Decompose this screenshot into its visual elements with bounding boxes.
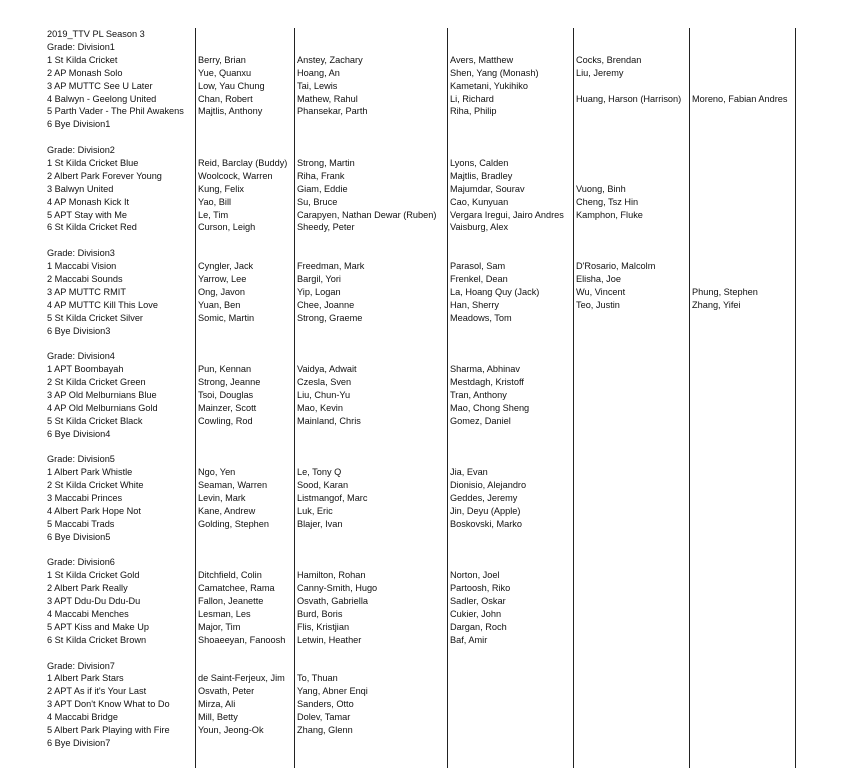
team-name: 2 APT As if it's Your Last <box>47 686 147 697</box>
team-name: 5 Parth Vader - The Phil Awakens <box>47 106 184 117</box>
player-name: Blajer, Ivan <box>297 518 343 529</box>
player-name: Zhang, Yifei <box>692 299 741 310</box>
player-name: Riha, Philip <box>450 106 497 117</box>
division-heading: Grade: Division7 <box>47 660 115 671</box>
player-name: Levin, Mark <box>198 493 246 503</box>
player-name: Majtlis, Bradley <box>450 170 513 181</box>
player-name: Luk, Eric <box>297 505 333 516</box>
player-name: Han, Sherry <box>450 299 500 310</box>
player-name: Meadows, Tom <box>450 312 512 323</box>
player-name: Seaman, Warren <box>198 480 268 491</box>
player-name: Strong, Graeme <box>297 312 363 323</box>
player-name: Camatchee, Rama <box>198 583 275 594</box>
player-name: Mill, Betty <box>198 712 238 723</box>
player-name: Berry, Brian <box>198 54 246 65</box>
player-name: Liu, Jeremy <box>576 67 624 78</box>
team-name: 6 Bye Division3 <box>47 325 111 336</box>
player-name: Zhang, Glenn <box>297 725 353 735</box>
player-name: Somic, Martin <box>198 312 255 323</box>
team-name: 2 St Kilda Cricket White <box>47 480 144 491</box>
team-name: 2 AP Monash Solo <box>47 67 123 78</box>
player-name: Tai, Lewis <box>297 80 338 91</box>
team-name: 4 AP Monash Kick It <box>47 196 130 207</box>
player-name: Sheedy, Peter <box>297 222 355 233</box>
player-name: Yao, Bill <box>198 196 232 207</box>
player-name: Yuan, Ben <box>198 299 241 310</box>
team-name: 6 St Kilda Cricket Brown <box>47 634 147 645</box>
player-name: Lyons, Calden <box>450 157 509 168</box>
team-name: 3 Balwyn United <box>47 183 114 194</box>
team-name: 5 Maccabi Trads <box>47 518 115 529</box>
player-name: Strong, Martin <box>297 157 355 168</box>
player-name: Huang, Harson (Harrison) <box>576 93 682 104</box>
team-name: 3 Maccabi Princes <box>47 493 123 503</box>
player-name: Sanders, Otto <box>297 699 354 710</box>
player-name: Sharma, Abhinav <box>450 364 520 375</box>
team-name: 6 Bye Division5 <box>47 531 111 542</box>
team-name: 1 APT Boombayah <box>47 364 124 375</box>
division-heading: Grade: Division1 <box>47 41 115 52</box>
player-name: Giam, Eddie <box>297 183 348 194</box>
player-name: Liu, Chun-Yu <box>297 389 351 400</box>
team-name: 6 Bye Division7 <box>47 737 111 748</box>
player-name: Pun, Kennan <box>198 364 252 375</box>
player-name: Czesla, Sven <box>297 377 352 387</box>
player-name: Yang, Abner Enqi <box>297 686 368 697</box>
player-name: Hamilton, Rohan <box>297 570 366 581</box>
player-name: La, Hoang Quy (Jack) <box>450 286 540 297</box>
team-name: 3 APT Don't Know What to Do <box>47 699 170 710</box>
player-name: Kamphon, Fluke <box>576 209 643 220</box>
division-heading: Grade: Division5 <box>47 454 115 465</box>
team-name: 6 Bye Division1 <box>47 119 111 130</box>
column-divider <box>447 28 448 768</box>
player-name: Mestdagh, Kristoff <box>450 377 524 387</box>
team-name: 4 Albert Park Hope Not <box>47 505 141 516</box>
player-name: Kung, Felix <box>198 183 244 194</box>
player-name: Riha, Frank <box>297 170 345 181</box>
player-name: Ong, Javon <box>198 286 245 297</box>
column-divider <box>294 28 295 768</box>
player-name: Mao, Chong Sheng <box>450 402 530 413</box>
player-name: Golding, Stephen <box>198 518 270 529</box>
player-name: Lesman, Les <box>198 609 251 619</box>
player-name: Sadler, Oskar <box>450 596 506 607</box>
player-name: Low, Yau Chung <box>198 80 265 91</box>
player-name: Burd, Boris <box>297 609 343 619</box>
player-name: Canny-Smith, Hugo <box>297 583 378 594</box>
team-name: 3 APT Ddu-Du Ddu-Du <box>47 596 141 607</box>
player-name: Gomez, Daniel <box>450 415 511 426</box>
team-name: 5 APT Kiss and Make Up <box>47 621 149 632</box>
player-name: Yarrow, Lee <box>198 273 247 284</box>
player-name: Geddes, Jeremy <box>450 493 518 503</box>
player-name: Majumdar, Sourav <box>450 183 525 194</box>
player-name: Le, Tim <box>198 209 229 220</box>
team-name: 3 AP Old Melburnians Blue <box>47 389 157 400</box>
division-heading: Grade: Division3 <box>47 248 115 259</box>
player-name: Carapyen, Nathan Dewar (Ruben) <box>297 209 437 220</box>
team-name: 2 St Kilda Cricket Green <box>47 377 146 387</box>
team-name: 4 AP MUTTC Kill This Love <box>47 299 158 310</box>
player-name: Yue, Quanxu <box>198 67 252 78</box>
player-name: Cocks, Brendan <box>576 54 642 65</box>
team-name: 5 St Kilda Cricket Black <box>47 415 143 426</box>
player-name: Boskovski, Marko <box>450 518 522 529</box>
team-name: 1 St Kilda Cricket Gold <box>47 570 140 581</box>
player-name: Phung, Stephen <box>692 286 758 297</box>
team-name: 5 APT Stay with Me <box>47 209 127 220</box>
team-name: 5 St Kilda Cricket Silver <box>47 312 143 323</box>
player-name: Vaidya, Adwait <box>297 364 357 375</box>
player-name: Flis, Kristjian <box>297 621 350 632</box>
player-name: To, Thuan <box>297 673 338 684</box>
player-name: Kametani, Yukihiko <box>450 80 528 91</box>
player-name: Yip, Logan <box>297 286 341 297</box>
player-name: Jia, Evan <box>450 467 488 478</box>
player-name: Frenkel, Dean <box>450 273 508 284</box>
player-name: Sood, Karan <box>297 480 349 491</box>
player-name: Kane, Andrew <box>198 505 256 516</box>
player-name: Mao, Kevin <box>297 402 343 413</box>
column-divider <box>795 28 796 768</box>
player-name: Phansekar, Parth <box>297 106 368 117</box>
player-name: Curson, Leigh <box>198 222 256 233</box>
player-name: Ngo, Yen <box>198 467 236 478</box>
player-name: de Saint-Ferjeux, Jim <box>198 673 285 684</box>
player-name: Mirza, Ali <box>198 699 236 710</box>
player-name: Chan, Robert <box>198 93 253 104</box>
player-name: Tran, Anthony <box>450 389 507 400</box>
player-name: Osvath, Peter <box>198 686 255 697</box>
player-name: Cyngler, Jack <box>198 261 254 271</box>
player-name: Listmangof, Marc <box>297 493 368 503</box>
player-name: Bargil, Yori <box>297 273 341 284</box>
player-name: Elisha, Joe <box>576 273 621 284</box>
team-name: 1 St Kilda Cricket <box>47 54 118 65</box>
team-name: 4 Maccabi Bridge <box>47 712 118 723</box>
team-name: 2 Maccabi Sounds <box>47 273 123 284</box>
player-name: Li, Richard <box>450 93 494 104</box>
player-name: Norton, Joel <box>450 570 500 581</box>
player-name: Dionisio, Alejandro <box>450 480 527 491</box>
player-name: Cukier, John <box>450 609 502 619</box>
team-name: 4 AP Old Melburnians Gold <box>47 402 158 413</box>
player-name: Woolcock, Warren <box>198 170 273 181</box>
team-name: 6 Bye Division4 <box>47 428 111 439</box>
player-name: Cao, Kunyuan <box>450 196 509 207</box>
player-name: Jin, Deyu (Apple) <box>450 505 521 516</box>
team-name: 6 St Kilda Cricket Red <box>47 222 137 233</box>
player-name: Anstey, Zachary <box>297 54 363 65</box>
player-name: Mathew, Rahul <box>297 93 358 104</box>
player-name: Majtlis, Anthony <box>198 106 263 117</box>
player-name: Youn, Jeong-Ok <box>198 725 264 735</box>
player-name: Tsoi, Douglas <box>198 389 254 400</box>
player-name: Parasol, Sam <box>450 261 506 271</box>
player-name: Fallon, Jeanette <box>198 596 264 607</box>
team-name: 3 AP MUTTC RMIT <box>47 286 126 297</box>
player-name: Ditchfield, Colin <box>198 570 262 581</box>
team-name: 1 St Kilda Cricket Blue <box>47 157 139 168</box>
team-name: 5 Albert Park Playing with Fire <box>47 725 170 735</box>
player-name: Cowling, Rod <box>198 415 253 426</box>
player-name: Cheng, Tsz Hin <box>576 196 639 207</box>
player-name: Dolev, Tamar <box>297 712 351 723</box>
team-name: 2 Albert Park Really <box>47 583 128 594</box>
player-name: Freedman, Mark <box>297 261 365 271</box>
player-name: Osvath, Gabriella <box>297 596 368 607</box>
player-name: Hoang, An <box>297 67 340 78</box>
player-name: Mainzer, Scott <box>198 402 257 413</box>
player-name: Shen, Yang (Monash) <box>450 67 539 78</box>
division-heading: Grade: Division4 <box>47 351 115 362</box>
team-name: 3 AP MUTTC See U Later <box>47 80 153 91</box>
sheet-title: 2019_TTV PL Season 3 <box>47 29 145 39</box>
player-name: Vergara Iregui, Jairo Andres <box>450 209 564 220</box>
player-name: Dargan, Roch <box>450 621 507 632</box>
player-name: D'Rosario, Malcolm <box>576 261 656 271</box>
team-name: 1 Albert Park Stars <box>47 673 124 684</box>
column-divider <box>689 28 690 768</box>
division-heading: Grade: Division2 <box>47 145 115 155</box>
team-name: 2 Albert Park Forever Young <box>47 170 162 181</box>
team-name: 4 Maccabi Menches <box>47 609 129 619</box>
player-name: Strong, Jeanne <box>198 377 261 387</box>
player-name: Vaisburg, Alex <box>450 222 509 233</box>
player-name: Su, Bruce <box>297 196 338 207</box>
player-name: Wu, Vincent <box>576 286 626 297</box>
team-name: 4 Balwyn - Geelong United <box>47 93 157 104</box>
player-name: Major, Tim <box>198 621 241 632</box>
player-name: Avers, Matthew <box>450 54 514 65</box>
column-divider <box>195 28 196 768</box>
player-name: Le, Tony Q <box>297 467 342 478</box>
player-name: Chee, Joanne <box>297 299 355 310</box>
player-name: Mainland, Chris <box>297 415 361 426</box>
player-name: Moreno, Fabian Andres <box>692 93 788 104</box>
team-name: 1 Maccabi Vision <box>47 261 117 271</box>
player-name: Baf, Amir <box>450 634 488 645</box>
player-name: Reid, Barclay (Buddy) <box>198 157 288 168</box>
column-divider <box>573 28 574 768</box>
division-heading: Grade: Division6 <box>47 557 115 568</box>
player-name: Teo, Justin <box>576 299 620 310</box>
player-name: Vuong, Binh <box>576 183 626 194</box>
player-name: Letwin, Heather <box>297 634 362 645</box>
player-name: Shoaeeyan, Fanoosh <box>198 634 286 645</box>
team-name: 1 Albert Park Whistle <box>47 467 133 478</box>
player-name: Partoosh, Riko <box>450 583 511 594</box>
